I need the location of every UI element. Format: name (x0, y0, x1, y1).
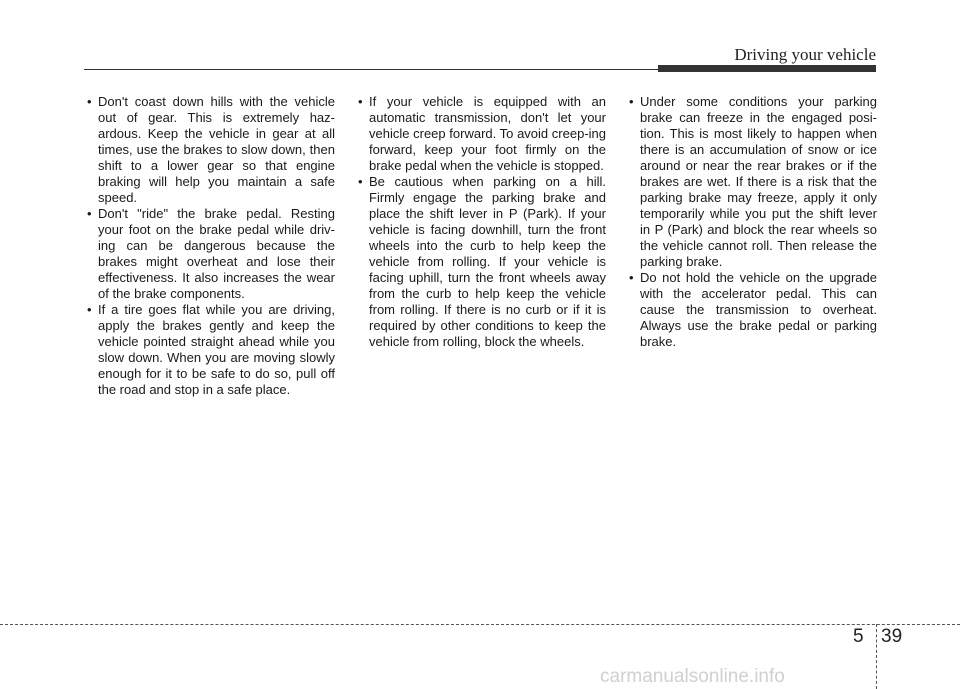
bullet-marker: • (87, 206, 92, 221)
bullet-text: Under some conditions your parking brake can freeze in the engaged posi-tion. This is most likely to happen when there is an accumulation of snow or ice around or near the rear brakes or if the brakes are wet. If there is a risk that the parking brake may freeze, apply it only temporarily while you put the shift lever in P (Park) and block the rear wheels so the vehicle cannot roll. Then release the parking brake. (640, 94, 877, 269)
bullet-text: Don't "ride" the brake pedal. Resting your foot on the brake pedal while driv-ing can be dangerous because the brakes might overheat and lose their effectiveness. It also increases the wear of the brake components. (98, 206, 335, 301)
header-accent-bar (658, 65, 876, 72)
text-column-3 (627, 94, 877, 350)
bullet-text: If your vehicle is equipped with an automatic transmission, don't let your vehicle creep forward. To avoid creep-ing forward, keep your foot firmly on the brake pedal when the vehicle is stopped. (369, 94, 606, 173)
bullet-marker: • (629, 94, 634, 109)
bullet-text: If a tire goes flat while you are driving, apply the brakes gently and keep the vehicle pointed straight ahead while you slow down. When you are moving slowly enough for it to be safe to do so, pull off the road and stop in a safe place. (98, 302, 335, 397)
bullet-text: Be cautious when parking on a hill. Firmly engage the parking brake and place the shift lever in P (Park). If your vehicle is facing downhill, turn the front wheels into the curb to help keep the vehicle from rolling. If your vehicle is facing uphill, turn the front wheels away from the curb to help keep the vehicle from rolling. If there is no curb or if it is required by other conditions to keep the vehicle from rolling, block the wheels. (369, 174, 606, 349)
page-number-separator (876, 624, 877, 689)
bullet-text: Don't coast down hills with the vehicle out of gear. This is extremely haz-ardous. Keep the vehicle in gear at all times, use the brakes to slow down, then shift to a lower gear so that engine braking will help you maintain a safe speed. (98, 94, 335, 205)
watermark: carmanualsonline.info (600, 666, 785, 687)
bullet-item (356, 94, 606, 174)
bullet-item (627, 94, 877, 270)
bullet-item (627, 270, 877, 350)
bullet-marker: • (358, 174, 363, 189)
bullet-item (356, 174, 606, 350)
section-title: Driving your vehicle (734, 45, 876, 64)
text-column-2 (356, 94, 606, 350)
bullet-text: Do not hold the vehicle on the upgrade with the accelerator pedal. This can cause the transmission to overheat. Always use the brake pedal or parking brake. (640, 270, 877, 349)
page-number: 39 (881, 626, 903, 647)
text-column-1 (85, 94, 335, 398)
bullet-item (85, 94, 335, 206)
bullet-marker: • (87, 302, 92, 317)
bullet-marker: • (358, 94, 363, 109)
footer-divider-line (0, 624, 960, 625)
bullet-marker: • (629, 270, 634, 285)
bullet-item (85, 206, 335, 302)
chapter-number: 5 (853, 626, 864, 647)
header-divider-line (84, 69, 664, 70)
bullet-marker: • (87, 94, 92, 109)
bullet-item (85, 302, 335, 398)
